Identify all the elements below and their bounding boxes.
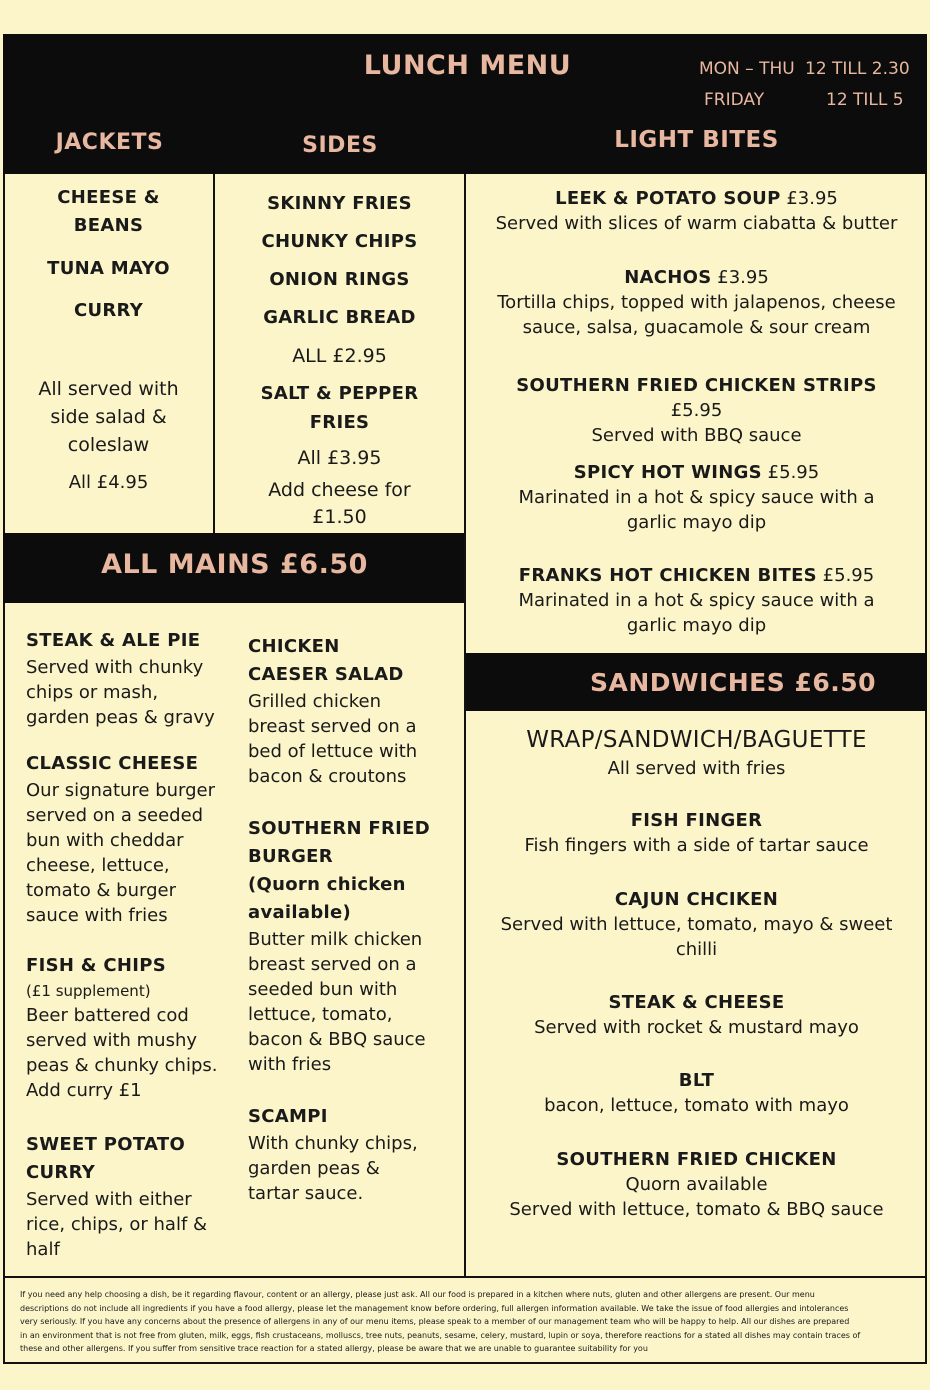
jackets-note: coleslaw (67, 434, 150, 456)
light-bite-item (466, 373, 927, 448)
light-bite-item (466, 563, 927, 638)
jacket-item: CURRY (73, 300, 144, 321)
sandwich-item (466, 990, 927, 1040)
sides-extra: £1.50 (312, 506, 367, 528)
main-desc: bun with cheddar (26, 830, 184, 851)
main-note: (£1 supplement) (26, 982, 151, 1000)
light-bite-item (466, 460, 927, 535)
main-desc: peas & chunky chips. (26, 1055, 218, 1076)
light-bites-heading: LIGHT BITES (614, 127, 779, 153)
light-bite-desc: Served with BBQ sauce (591, 425, 802, 446)
light-bite-price: £3.95 (717, 267, 769, 288)
sandwich-desc: Quorn available (625, 1174, 768, 1195)
main-desc: garden peas & gravy (26, 707, 215, 728)
sandwich-item (466, 808, 927, 858)
hours-weekday-time: 12 TILL 2.30 (805, 59, 910, 79)
main-desc: Served with either (26, 1189, 192, 1210)
main-desc: Beer battered cod (26, 1005, 189, 1026)
main-desc: breast served on a (248, 954, 417, 975)
sandwiches-heading: SANDWICHES £6.50 (590, 668, 877, 697)
main-name: BURGER (248, 846, 333, 867)
light-bite-name: FRANKS HOT CHICKEN BITES (518, 565, 817, 586)
light-bite-price: £3.95 (786, 188, 838, 209)
sides-price-2: All £3.95 (297, 447, 382, 469)
divider-footer (3, 1276, 927, 1278)
allergen-line: in an environment that is not free from gluten, milk, eggs, fish crustaceans, molluscs, tree nuts, peanuts, sesame, celery, mustard, lupin or soya, therefore reactions for a stated all dishes may contain traces of (20, 1330, 861, 1340)
allergen-line: these and other allergens. If you suffer from sensitive trace reaction for a stated allergy, please be aware that we are unable to guarantee suitability for you (20, 1344, 648, 1354)
allergen-notice (20, 1288, 912, 1356)
sandwiches-intro (466, 724, 927, 781)
main-desc: bacon & BBQ sauce (248, 1029, 426, 1050)
main-desc: chips or mash, (26, 682, 159, 703)
main-name: FISH & CHIPS (26, 955, 166, 976)
sandwich-name: BLT (678, 1070, 715, 1091)
main-name: (Quorn chicken (248, 874, 406, 895)
main-desc: served on a seeded (26, 805, 204, 826)
main-item (248, 633, 453, 789)
sandwich-desc: Served with rocket & mustard mayo (534, 1017, 859, 1038)
sides-price-1: ALL £2.95 (292, 345, 387, 367)
side-item: CHUNKY CHIPS (261, 231, 418, 252)
light-bite-desc: sauce, salsa, guacamole & sour cream (522, 317, 871, 338)
main-desc: Add curry £1 (26, 1080, 142, 1101)
light-bite-name: SOUTHERN FRIED CHICKEN STRIPS (516, 375, 877, 396)
sandwich-desc: chilli (675, 939, 718, 960)
jackets-heading: JACKETS (55, 130, 164, 155)
main-desc: with fries (248, 1054, 332, 1075)
sandwich-desc: Served with lettuce, tomato & BBQ sauce (509, 1199, 884, 1220)
sandwiches-subnote: All served with fries (607, 758, 786, 779)
sides-heading: SIDES (302, 133, 378, 158)
sandwich-name: STEAK & CHEESE (608, 992, 785, 1013)
jacket-item: TUNA MAYO (47, 258, 170, 279)
light-bite-desc: Marinated in a hot & spicy sauce with a (518, 590, 875, 611)
light-bite-price: £5.95 (822, 565, 875, 586)
sandwich-desc: Fish fingers with a side of tartar sauce (524, 835, 869, 856)
allergen-line: If you need any help choosing a dish, be it regarding flavour, content or an allergy, please just ask. All our food is prepared in a kitchen where nuts, gluten and other allergens are present. Our menu (20, 1290, 815, 1299)
main-name: CHICKEN (248, 636, 340, 657)
light-bite-name: LEEK & POTATO SOUP (555, 188, 781, 209)
side-item: ONION RINGS (269, 269, 410, 290)
side-item: GARLIC BREAD (263, 307, 416, 328)
hours-friday-time: 12 TILL 5 (826, 90, 904, 110)
menu-title: LUNCH MENU (363, 50, 572, 81)
main-item (248, 1103, 453, 1206)
mains-heading: ALL MAINS £6.50 (101, 549, 368, 580)
main-desc: half (26, 1239, 60, 1260)
jackets-column (3, 184, 214, 497)
main-desc: Served with chunky (26, 657, 204, 678)
light-bite-desc: Tortilla chips, topped with jalapenos, cheese (497, 292, 896, 313)
main-desc: seeded bun with (248, 979, 398, 1000)
light-bite-desc: garlic mayo dip (626, 615, 767, 636)
sandwich-desc: bacon, lettuce, tomato with mayo (544, 1095, 849, 1116)
sandwich-item (466, 887, 927, 962)
allergen-line: very seriously. If you have any concerns about the presence of allergens in any of our menu items, please speak to a member of our management team who will be happy to help. All our dishes are prepared (20, 1317, 850, 1327)
main-desc: rice, chips, or half & (26, 1214, 208, 1235)
hours-weekday-days: MON – THU (699, 59, 795, 79)
jackets-price: All £4.95 (68, 472, 149, 493)
main-desc: tartar sauce. (248, 1183, 364, 1204)
main-desc: With chunky chips, (248, 1133, 418, 1154)
hours-friday-days: FRIDAY (704, 90, 765, 110)
main-item (26, 952, 226, 1103)
side-special: SALT & PEPPER (260, 383, 419, 404)
main-item (248, 815, 458, 1077)
main-name: CAESER SALAD (248, 664, 404, 685)
main-desc: served with mushy (26, 1030, 198, 1051)
main-desc: bed of lettuce with (248, 741, 418, 762)
main-desc: sauce with fries (26, 905, 168, 926)
main-item (26, 750, 221, 928)
main-desc: breast served on a (248, 716, 417, 737)
main-name: SOUTHERN FRIED (248, 818, 431, 839)
sandwich-name: SOUTHERN FRIED CHICKEN (556, 1149, 837, 1170)
main-desc: lettuce, tomato, (248, 1004, 393, 1025)
main-name: available) (248, 902, 352, 923)
main-desc: tomato & burger (26, 880, 177, 901)
main-desc: Butter milk chicken (248, 929, 423, 950)
light-bite-item (466, 265, 927, 340)
light-bite-desc: Marinated in a hot & spicy sauce with a (518, 487, 875, 508)
sandwich-item (466, 1147, 927, 1222)
light-bite-desc: Served with slices of warm ciabatta & butter (495, 213, 898, 234)
light-bite-desc: garlic mayo dip (626, 512, 767, 533)
main-desc: Our signature burger (26, 780, 216, 801)
light-bite-name: SPICY HOT WINGS (573, 462, 762, 483)
jacket-item: CHEESE & (57, 187, 160, 208)
main-name: SWEET POTATO (26, 1134, 186, 1155)
main-desc: cheese, lettuce, (26, 855, 170, 876)
main-item (26, 627, 221, 730)
sides-column (215, 185, 464, 531)
sandwich-name: CAJUN CHCIKEN (614, 889, 779, 910)
jackets-note: All served with (38, 378, 179, 400)
sandwich-desc: Served with lettuce, tomato, mayo & sweet (500, 914, 893, 935)
main-desc: garden peas & (248, 1158, 380, 1179)
main-item (26, 1131, 221, 1262)
sandwich-item (466, 1068, 927, 1118)
jackets-note: side salad & (50, 406, 167, 428)
side-item: SKINNY FRIES (267, 193, 412, 214)
allergen-line: descriptions do not include all ingredients if you have a food allergy, please let the management know before ordering, full allergen information available. We take the issue of food allergies and intolerances (20, 1303, 849, 1313)
sandwich-name: FISH FINGER (630, 810, 763, 831)
main-desc: Grilled chicken (248, 691, 382, 712)
main-name: STEAK & ALE PIE (26, 630, 201, 651)
main-desc: bacon & croutons (248, 766, 407, 787)
light-bite-item (466, 186, 927, 236)
side-special: FRIES (309, 412, 370, 433)
main-name: CLASSIC CHEESE (26, 753, 199, 774)
jacket-item: BEANS (73, 215, 144, 236)
light-bite-name: NACHOS (624, 267, 712, 288)
light-bite-price: £5.95 (767, 462, 820, 483)
main-name: SCAMPI (248, 1106, 328, 1127)
main-name: CURRY (26, 1162, 96, 1183)
sandwiches-subheading: WRAP/SANDWICH/BAGUETTE (526, 727, 867, 753)
sides-extra: Add cheese for (268, 479, 411, 501)
light-bite-price: £5.95 (670, 400, 723, 421)
